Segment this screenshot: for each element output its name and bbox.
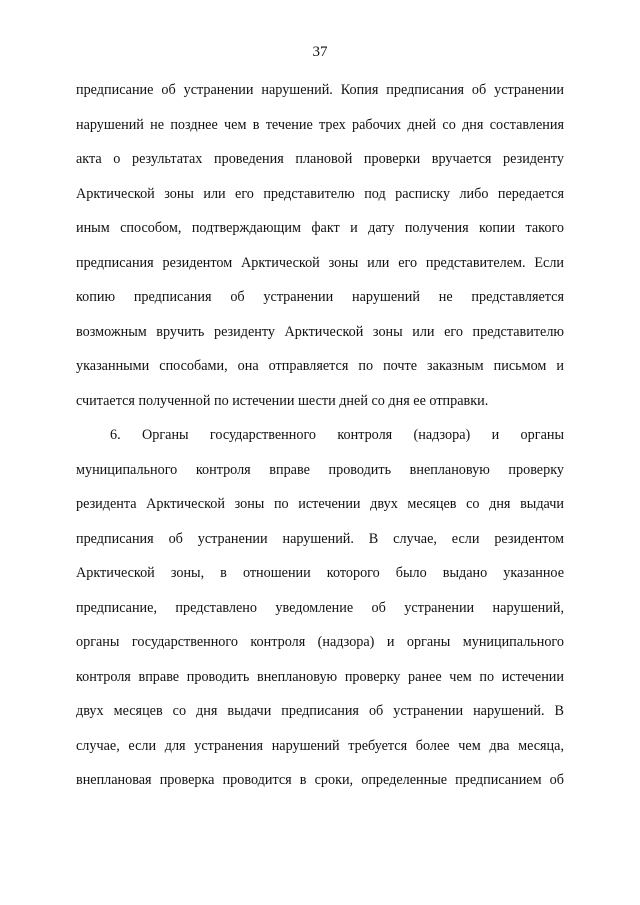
text-line: муниципального контроля вправе проводить внеплановую проверку (76, 461, 564, 478)
text-line: Арктической зоны, в отношении которого было выдано указанное (76, 565, 564, 581)
text-line: двух месяцев со дня выдачи предписания об устранении нарушений. В (76, 703, 564, 719)
text-line: иным способом, подтверждающим факт и дату получения копии такого (76, 220, 564, 236)
text-line: нарушений не позднее чем в течение трех рабочих дней со дня составления (76, 116, 564, 133)
text-line: внеплановая проверка проводится в сроки, определенные предписанием об (76, 772, 564, 788)
page-number: 37 (312, 44, 328, 60)
paragraph-start-line: 6. Органы государственного контроля (надзора) и органы (110, 427, 564, 443)
text-line: копию предписания об устранении нарушений не представляется (76, 289, 564, 305)
text-line: считается полученной по истечении шести дней со дня ее отправки. (76, 392, 489, 409)
text-line: Арктической зоны или его представителю под расписку либо передается (76, 185, 564, 202)
text-line: предписания об устранении нарушений. В случае, если резидентом (76, 530, 564, 547)
body-text (76, 80, 564, 805)
text-line: предписания резидентом Арктической зоны или его представителем. Если (76, 254, 564, 271)
text-line: акта о результатах проведения плановой проверки вручается резиденту (76, 151, 564, 167)
text-line: случае, если для устранения нарушений требуется более чем два месяца, (76, 737, 564, 754)
text-line: органы государственного контроля (надзора) и органы муниципального (76, 634, 564, 650)
text-line: контроля вправе проводить внеплановую проверку ранее чем по истечении (76, 668, 564, 685)
text-line: предписание, представлено уведомление об устранении нарушений, (76, 599, 564, 616)
text-line: предписание об устранении нарушений. Копия предписания об устранении (76, 82, 564, 98)
text-line: возможным вручить резиденту Арктической зоны или его представителю (76, 323, 564, 340)
text-line: указанными способами, она отправляется по почте заказным письмом и (76, 358, 564, 374)
text-line: резидента Арктической зоны по истечении двух месяцев со дня выдачи (76, 496, 564, 512)
